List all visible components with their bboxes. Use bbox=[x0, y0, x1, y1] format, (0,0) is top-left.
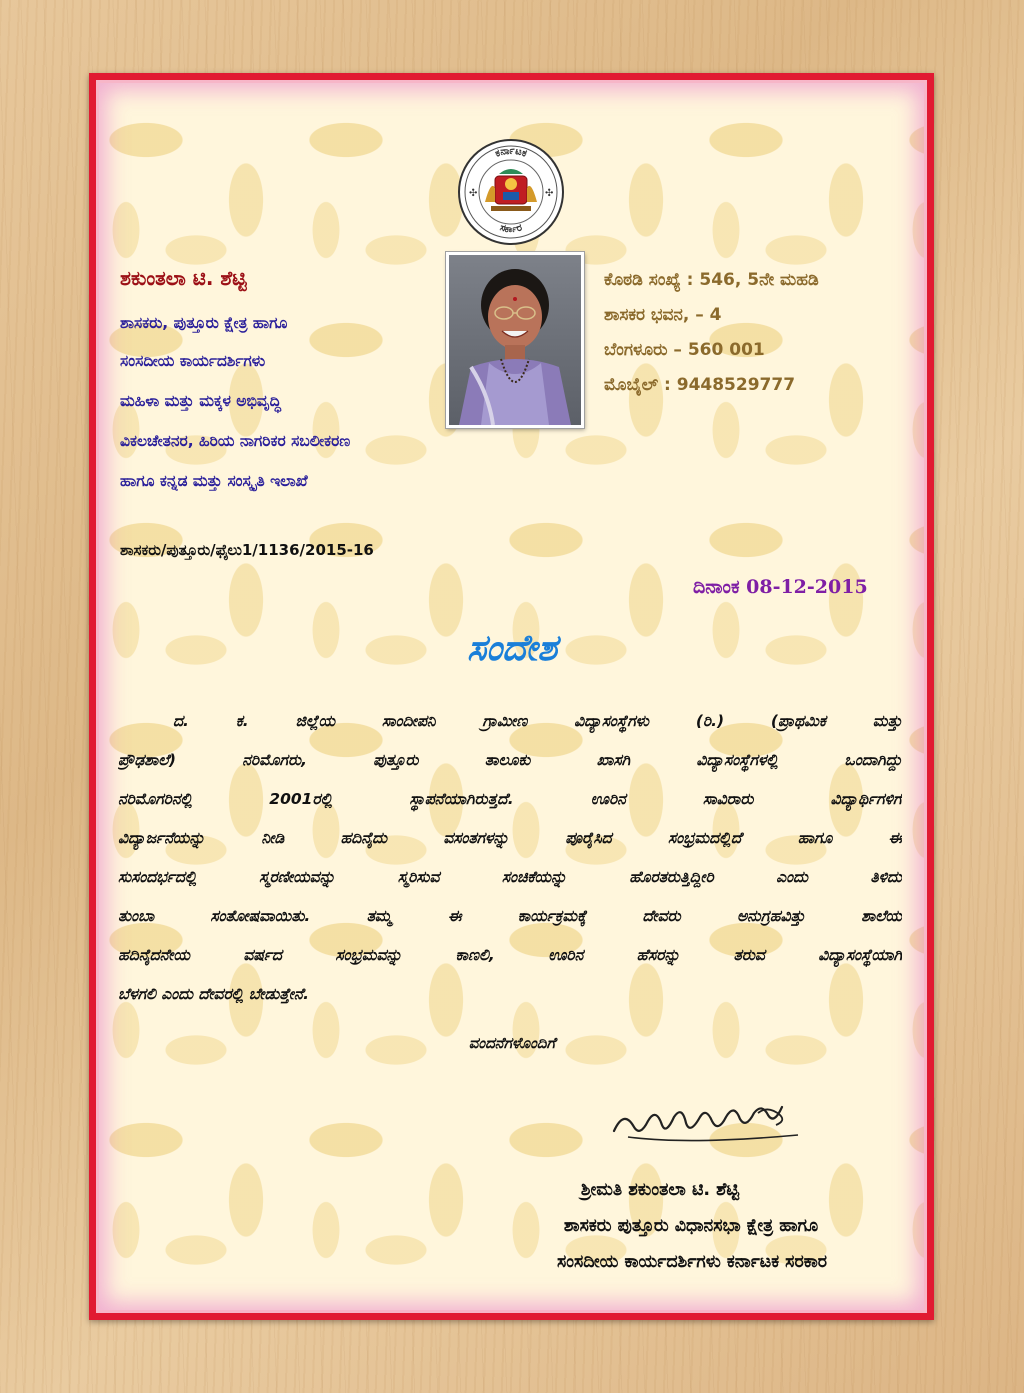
body-line: ಹದಿನೈದನೇಯ ವರ್ಷದ ಸಂಭ್ರಮವನ್ನು ಕಾಣಲಿ, ಊರಿನ ಹೆಸರನ್ನು ತರುವ ವಿದ್ಯಾಸಂಸ್ಥೆಯಾಗಿ bbox=[118, 946, 902, 964]
letter-date: ದಿನಾಂಕ 08-12-2015 bbox=[693, 576, 868, 598]
body-line: ದ. ಕ. ಜಿಲ್ಲೆಯ ಸಾಂದೀಪನಿ ಗ್ರಾಮೀಣ ವಿದ್ಯಾಸಂಸ್ಥೆಗಳು (ರಿ.) (ಪ್ರಾಥಮಿಕ ಮತ್ತು bbox=[173, 712, 902, 730]
emblem-bottom-text: ಸರ್ಕಾರ bbox=[498, 222, 524, 235]
designation-line: ಶಾಸಕರು, ಪುತ್ತೂರು ಕ್ಷೇತ್ರ ಹಾಗೂ bbox=[120, 314, 288, 332]
reference-number: ಶಾಸಕರು/ಪುತ್ತೂರು/ಫೈಲು1/1136/2015-16 bbox=[120, 541, 374, 559]
svg-text:✣: ✣ bbox=[469, 188, 478, 199]
mobile-number-line: ಮೊಬೈಲ್ : 9448529777 bbox=[604, 375, 796, 395]
person-name: ಶಕುಂತಲಾ ಟಿ. ಶೆಟ್ಟಿ bbox=[120, 266, 247, 290]
svg-text:✣: ✣ bbox=[545, 188, 554, 199]
handwritten-signature bbox=[608, 1101, 818, 1149]
body-line: ವಿದ್ಯಾರ್ಜನೆಯನ್ನು ನೀಡಿ ಹದಿನೈದು ವಸಂತಗಳನ್ನು ಪೂರೈಸಿದ ಸಂಭ್ರಮದಲ್ಲಿದೆ ಹಾಗೂ ಈ bbox=[118, 829, 902, 847]
signatory-name: ಶ್ರೀಮತಿ ಶಕುಂತಲಾ ಟಿ. ಶೆಟ್ಟಿ bbox=[580, 1180, 740, 1200]
address-line: ಬೆಂಗಳೂರು – 560 001 bbox=[604, 340, 765, 360]
body-line: ನರಿಮೊಗರಿನಲ್ಲಿ 2001ರಲ್ಲಿ ಸ್ಥಾಪನೆಯಾಗಿರುತ್ತದೆ. ಊರಿನ ಸಾವಿರಾರು ವಿದ್ಯಾರ್ಥಿಗಳಿಗೆ bbox=[118, 790, 902, 808]
body-line: ತುಂಬಾ ಸಂತೋಷವಾಯಿತು. ತಮ್ಮ ಈ ಕಾರ್ಯಕ್ರಮಕ್ಕೆ ದೇವರು ಅನುಗ್ರಹವಿತ್ತು ಶಾಲೆಯ bbox=[118, 907, 902, 925]
designation-line: ಮಹಿಳಾ ಮತ್ತು ಮಕ್ಕಳ ಅಭಿವೃದ್ಧಿ bbox=[120, 392, 281, 410]
body-line: ಸುಸಂದರ್ಭದಲ್ಲಿ ಸ್ಮರಣೀಯವನ್ನು ಸ್ಮರಿಸುವ ಸಂಚಿಕೆಯನ್ನು ಹೊರತರುತ್ತಿದ್ದೀರಿ ಎಂದು ತಿಳಿದು bbox=[118, 868, 902, 886]
message-body bbox=[118, 702, 902, 1014]
portrait-photo bbox=[446, 252, 584, 428]
signatory-designation: ಶಾಸಕರು ಪುತ್ತೂರು ವಿಧಾನಸಭಾ ಕ್ಷೇತ್ರ ಹಾಗೂ bbox=[563, 1216, 819, 1236]
signatory-designation: ಸಂಸದೀಯ ಕಾರ್ಯದರ್ಶಿಗಳು ಕರ್ನಾಟಕ ಸರಕಾರ bbox=[556, 1252, 828, 1272]
closing-salutation: ವಂದನೆಗಳೊಂದಿಗೆ bbox=[468, 1034, 556, 1052]
body-line: ಪ್ರೌಢಶಾಲೆ) ನರಿಮೊಗರು, ಪುತ್ತೂರು ತಾಲೂಕು ಖಾಸಗಿ ವಿದ್ಯಾಸಂಸ್ಥೆಗಳಲ್ಲಿ ಒಂದಾಗಿದ್ದು bbox=[118, 751, 902, 769]
body-line: ಬೆಳಗಲಿ ಎಂದು ದೇವರಲ್ಲಿ ಬೇಡುತ್ತೇನೆ. bbox=[118, 985, 310, 1003]
government-emblem bbox=[455, 136, 567, 248]
designation-line: ವಿಕಲಚೇತನರ, ಹಿರಿಯ ನಾಗರಿಕರ ಸಬಲೀಕರಣ bbox=[120, 432, 351, 450]
emblem-top-text: ಕರ್ನಾಟಕ bbox=[493, 145, 529, 160]
address-line: ಶಾಸಕರ ಭವನ, – 4 bbox=[604, 305, 722, 325]
svg-text:ಸರ್ಕಾರ bbox=[499, 222, 525, 235]
designation-line: ಸಂಸದೀಯ ಕಾರ್ಯದರ್ಶಿಗಳು bbox=[120, 352, 266, 370]
message-heading: ಸಂದೇಶ bbox=[467, 628, 557, 669]
designation-line: ಹಾಗೂ ಕನ್ನಡ ಮತ್ತು ಸಂಸ್ಕೃತಿ ಇಲಾಖೆ bbox=[120, 472, 308, 490]
address-line: ಕೊಠಡಿ ಸಂಖ್ಯೆ : 546, 5ನೇ ಮಹಡಿ bbox=[604, 270, 819, 290]
